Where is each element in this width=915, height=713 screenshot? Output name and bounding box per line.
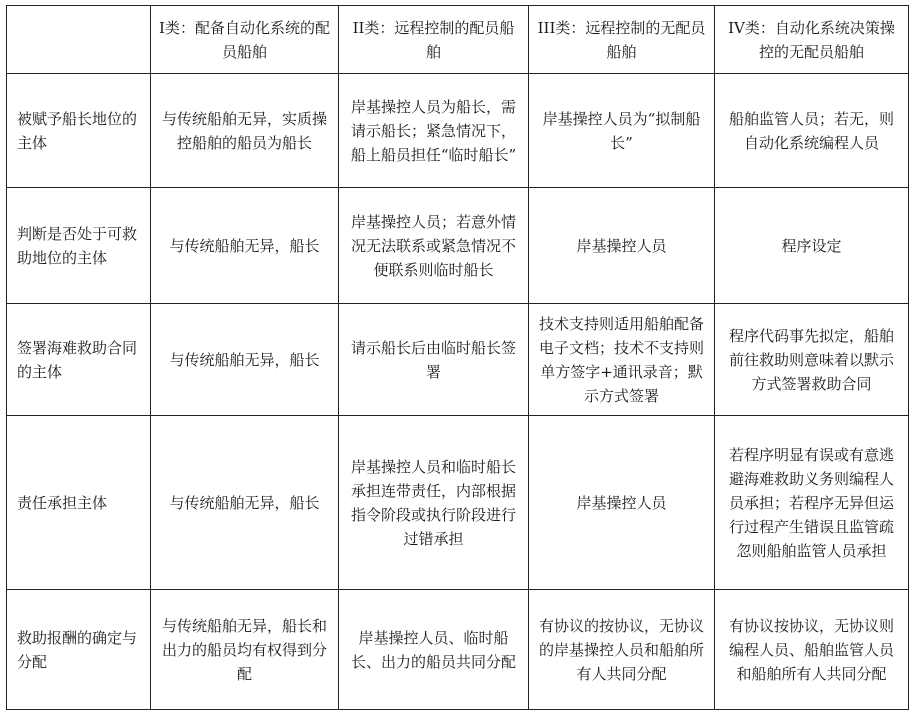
comparison-table-wrapper (6, 5, 909, 710)
table-cell: 岸基操控人员、临时船长、出力的船员共同分配 (339, 590, 529, 710)
table-cell: 请示船长后由临时船长签署 (339, 304, 529, 416)
table-cell: 船舶监管人员；若无，则自动化系统编程人员 (715, 74, 909, 188)
header-cell-class-4: IV类：自动化系统决策操控的无配员船舶 (715, 6, 909, 74)
table-row (7, 416, 909, 590)
table-row (7, 74, 909, 188)
table-cell: 与传统船舶无异，船长和出力的船员均有权得到分配 (151, 590, 339, 710)
table-row (7, 590, 909, 710)
table-cell: 程序设定 (715, 188, 909, 304)
row-label: 救助报酬的确定与分配 (7, 590, 151, 710)
row-label: 签署海难救助合同的主体 (7, 304, 151, 416)
table-cell: 岸基操控人员和临时船长承担连带责任，内部根据指令阶段或执行阶段进行过错承担 (339, 416, 529, 590)
table-row (7, 188, 909, 304)
table-cell: 与传统船舶无异，船长 (151, 416, 339, 590)
table-cell: 与传统船舶无异，船长 (151, 188, 339, 304)
table-cell: 岸基操控人员 (529, 188, 715, 304)
table-cell: 程序代码事先拟定，船舶前往救助则意味着以默示方式签署救助合同 (715, 304, 909, 416)
header-cell-class-3: III类：远程控制的无配员船舶 (529, 6, 715, 74)
table-cell: 有协议的按协议，无协议的岸基操控人员和船舶所有人共同分配 (529, 590, 715, 710)
table-row (7, 304, 909, 416)
header-cell-class-2: II类：远程控制的配员船舶 (339, 6, 529, 74)
table-cell: 岸基操控人员；若意外情况无法联系或紧急情况不便联系则临时船长 (339, 188, 529, 304)
row-label: 被赋予船长地位的主体 (7, 74, 151, 188)
table-cell: 岸基操控人员为“拟制船长” (529, 74, 715, 188)
table-cell: 有协议按协议，无协议则编程人员、船舶监管人员和船舶所有人共同分配 (715, 590, 909, 710)
table-cell: 技术支持则适用船舶配备电子文档；技术不支持则单方签字+通讯录音；默示方式签署 (529, 304, 715, 416)
header-cell-class-1: I类：配备自动化系统的配员船舶 (151, 6, 339, 74)
table-cell: 岸基操控人员 (529, 416, 715, 590)
row-label: 判断是否处于可救助地位的主体 (7, 188, 151, 304)
table-cell: 与传统船舶无异，实质操控船舶的船员为船长 (151, 74, 339, 188)
header-row (7, 6, 909, 74)
header-cell-empty (7, 6, 151, 74)
table-cell: 与传统船舶无异，船长 (151, 304, 339, 416)
table-cell: 若程序明显有误或有意逃避海难救助义务则编程人员承担；若程序无异但运行过程产生错误且监管疏忽则船舶监管人员承担 (715, 416, 909, 590)
row-label: 责任承担主体 (7, 416, 151, 590)
comparison-table (6, 5, 909, 710)
table-cell: 岸基操控人员为船长，需请示船长；紧急情况下，船上船员担任“临时船长” (339, 74, 529, 188)
